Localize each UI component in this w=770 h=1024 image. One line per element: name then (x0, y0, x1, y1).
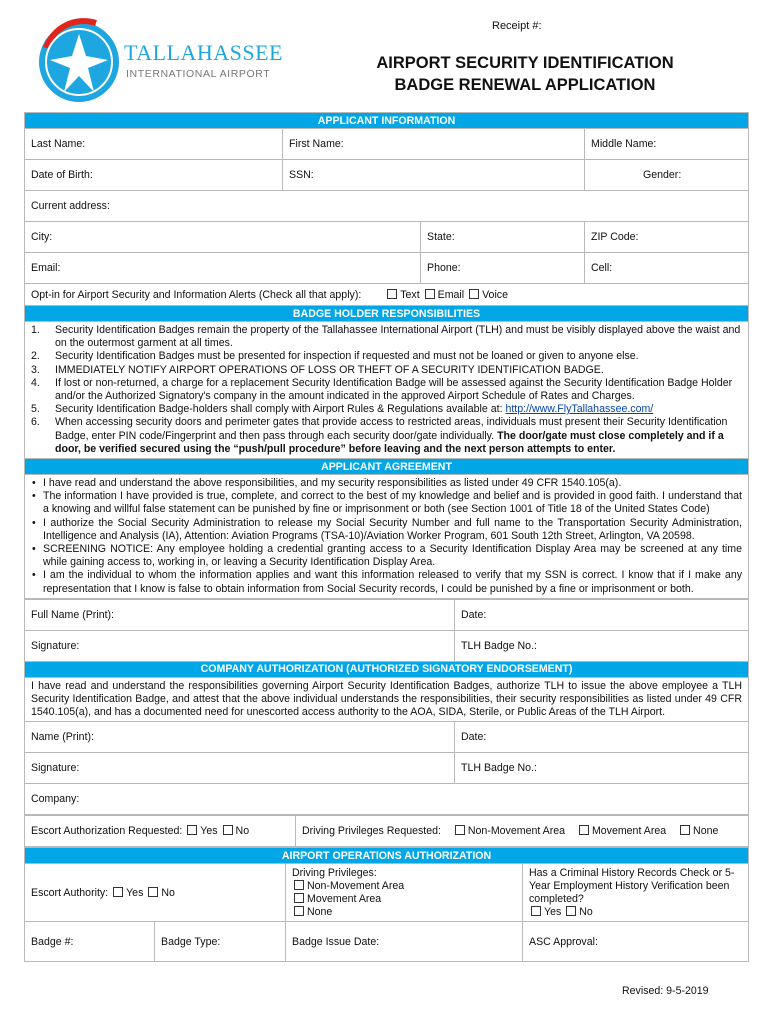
address-field[interactable]: Current address: (25, 191, 749, 222)
ops-movement-label: Movement Area (307, 892, 382, 905)
agreement-date-field[interactable]: Date: (455, 599, 749, 630)
company-requests-table (24, 815, 749, 847)
responsibility-number: 2. (31, 350, 40, 363)
responsibility-item (31, 377, 742, 403)
voice-option: Voice (482, 288, 508, 301)
email-option: Email (437, 288, 465, 301)
page-title (300, 52, 750, 96)
cell-field[interactable]: Cell: (585, 253, 749, 284)
airport-logo (36, 18, 296, 106)
criminal-no-label: No (579, 906, 593, 919)
none-label: None (693, 825, 719, 838)
ops-escort-yes-label: Yes (126, 886, 144, 899)
agreement-item: • The information I have provided is true, complete, and correct to the best of my knowledge and belief and is provided in good faith. I understand that a knowing and willful false statement can be punished by fine or imprisonment or both (see Section 1001 of Title 18 of the United States Code) (31, 490, 742, 516)
driving-request-label: Driving Privileges Requested: (302, 825, 441, 838)
escort-no-label: No (235, 825, 250, 838)
agreement-list (25, 475, 749, 599)
responsibility-number: 6. (31, 416, 40, 429)
applicant-header: APPLICANT INFORMATION (25, 113, 749, 129)
email-checkbox[interactable] (425, 289, 435, 299)
ops-driving-cell (286, 864, 523, 922)
ops-non-movement-checkbox[interactable] (294, 880, 304, 890)
agreement-sign-table (24, 599, 749, 816)
responsibility-text: When accessing security doors and perimeter gates that provide access to restricted areas, individuals must present their Security Identification Badge, enter PIN code/Fingerprint and then pass through each security door/gate individually. (55, 416, 728, 442)
company-header: COMPANY AUTHORIZATION (AUTHORIZED SIGNATORY ENDORSEMENT) (25, 661, 749, 677)
optin-label: Opt-in for Airport Security and Information Alerts (Check all that apply): (31, 288, 362, 301)
agreement-item: • I authorize the Social Security Administration to release my Social Security Number and full name to the Transportation Security Administration, Intelligence and Analysis (IA), Attention: Aviation Programs (TSA-10)/Aviation Worker Program, 601 South 12th Street, Arlington, VA 20598. (31, 517, 742, 543)
ops-none-checkbox[interactable] (294, 906, 304, 916)
last-name-field[interactable]: Last Name: (25, 129, 283, 160)
movement-label: Movement Area (591, 825, 667, 838)
agreement-item: • SCREENING NOTICE: Any employee holding a credential granting access to a Security Identification Display Area may be screened at any time while gaining access to, working in, or leaving a Security Identification Display Area. (31, 543, 742, 569)
title-line-1: AIRPORT SECURITY IDENTIFICATION (376, 54, 674, 72)
responsibility-item (31, 403, 742, 416)
dob-field[interactable]: Date of Birth: (25, 160, 283, 191)
agreement-header: APPLICANT AGREEMENT (25, 459, 749, 475)
revised-date: Revised: 9-5-2019 (622, 985, 709, 997)
voice-checkbox[interactable] (469, 289, 479, 299)
escort-request-label: Escort Authorization Requested: (31, 825, 183, 838)
middle-name-field[interactable]: Middle Name: (585, 129, 749, 160)
ssn-field[interactable]: SSN: (283, 160, 585, 191)
email-field[interactable]: Email: (25, 253, 421, 284)
applicant-signature-field[interactable]: Signature: (25, 630, 455, 661)
rules-link[interactable]: http://www.FlyTallahassee.com/ (505, 403, 654, 416)
escort-yes-checkbox[interactable] (187, 825, 197, 835)
escort-yes-label: Yes (200, 825, 218, 838)
responsibility-text: Security Identification Badges must be presented for inspection if requested and must not be loaned or given to anyone else. (55, 350, 639, 363)
responsibility-item (31, 350, 742, 363)
title-line-2: BADGE RENEWAL APPLICATION (394, 76, 656, 94)
ops-driving-label: Driving Privileges: (292, 866, 377, 879)
ops-escort-no-checkbox[interactable] (148, 887, 158, 897)
responsibility-text: Security Identification Badge-holders shall comply with Airport Rules & Regulations available at: (55, 403, 506, 416)
responsibility-text: IMMEDIATELY NOTIFY AIRPORT OPERATIONS OF LOSS OR THEFT OF A SECURITY IDENTIFICATION BADGE. (55, 363, 604, 376)
operations-table (24, 847, 749, 962)
escort-request-row (25, 816, 296, 847)
state-field[interactable]: State: (421, 222, 585, 253)
full-name-field[interactable]: Full Name (Print): (25, 599, 455, 630)
responsibility-item (31, 324, 742, 350)
gender-field[interactable]: Gender: (585, 160, 749, 191)
responsibility-number: 1. (31, 324, 40, 336)
company-signature-field[interactable]: Signature: (25, 753, 455, 784)
responsibility-bold-text: The door/gate must close completely and if a door, be verified secured using the “push/pull procedure” before leaving and the next person attempts to enter. (55, 429, 724, 455)
criminal-no-checkbox[interactable] (566, 906, 576, 916)
asc-approval-field[interactable]: ASC Approval: (523, 922, 749, 962)
logo-subtitle: INTERNATIONAL AIRPORT (126, 68, 271, 80)
escort-authority-label: Escort Authority: (31, 886, 109, 899)
responsibility-number: 4. (31, 376, 40, 389)
ops-movement-checkbox[interactable] (294, 893, 304, 903)
responsibility-number: 5. (31, 403, 40, 416)
company-field[interactable]: Company: (25, 784, 749, 815)
non-movement-label: Non-Movement Area (467, 825, 566, 838)
non-movement-checkbox[interactable] (455, 825, 465, 835)
badge-number-field[interactable]: Badge #: (25, 922, 155, 962)
company-name-field[interactable]: Name (Print): (25, 722, 455, 753)
applicant-badge-field[interactable]: TLH Badge No.: (455, 630, 749, 661)
badge-issue-date-field[interactable]: Badge Issue Date: (286, 922, 523, 962)
text-option: Text (400, 288, 420, 301)
responsibilities-list (25, 322, 749, 459)
applicant-table (24, 112, 749, 599)
driving-request-row (296, 816, 749, 847)
zip-field[interactable]: ZIP Code: (585, 222, 749, 253)
text-checkbox[interactable] (387, 289, 397, 299)
responsibility-text: If lost or non-returned, a charge for a replacement Security Identification Badge will be assessed against the Security Identification Badge Holder and/or the Authorized Signatory's company in the amount indicated in the approved Airport Schedule of Rates and Charges. (55, 376, 733, 403)
first-name-field[interactable]: First Name: (283, 129, 585, 160)
ops-escort-no-label: No (161, 886, 175, 899)
responsibility-item (31, 416, 742, 456)
escort-authority-row (25, 864, 286, 922)
movement-checkbox[interactable] (579, 825, 589, 835)
criminal-yes-label: Yes (544, 906, 562, 919)
responsibilities-header: BADGE HOLDER RESPONSIBILITIES (25, 306, 749, 322)
phone-field[interactable]: Phone: (421, 253, 585, 284)
responsibility-text: Security Identification Badges remain the property of the Tallahassee International Airport (TLH) and must be visibly displayed above the waist and on the outermost garment at all times. (55, 324, 741, 350)
city-field[interactable]: City: (25, 222, 421, 253)
company-paragraph: I have read and understand the responsibilities governing Airport Security Identification Badges, authorize TLH to issue the above employee a TLH Security Identification Badge, and attest that the above individual understands the responsibilities, their security responsibilities as listed under 49 CFR 1540.105(a), and has a documented need for unescorted access authority to the AOA, SIDA, Sterile, or Public Areas of the TLH Airport. (25, 677, 749, 722)
escort-no-checkbox[interactable] (223, 825, 233, 835)
operations-header: AIRPORT OPERATIONS AUTHORIZATION (25, 848, 749, 864)
none-checkbox[interactable] (680, 825, 690, 835)
logo-name: TALLAHASSEE (124, 40, 283, 65)
ops-escort-yes-checkbox[interactable] (113, 887, 123, 897)
criminal-check-label: Has a Criminal History Records Check or 5-Year Employment History Verification been completed? (529, 866, 735, 905)
ops-non-movement-label: Non-Movement Area (307, 879, 405, 892)
company-date-field[interactable]: Date: (455, 722, 749, 753)
agreement-item: • I have read and understand the above responsibilities, and my security responsibilities as listed under 49 CFR 1540.105(a). (31, 477, 742, 490)
criminal-yes-checkbox[interactable] (531, 906, 541, 916)
badge-type-field[interactable]: Badge Type: (155, 922, 286, 962)
responsibility-number: 3. (31, 363, 40, 376)
ops-none-label: None (307, 906, 333, 919)
optin-row (25, 284, 749, 306)
receipt-label: Receipt #: (492, 20, 542, 32)
criminal-check-cell (523, 864, 749, 922)
agreement-item: • I am the individual to whom the information applies and want this information released to verify that my SSN is correct. I know that if I make any representation that I know is false to obtain information from Social Security records, I could be punished by a fine or imprisonment or both. (31, 569, 742, 595)
company-badge-field[interactable]: TLH Badge No.: (455, 753, 749, 784)
responsibility-item (31, 364, 742, 377)
